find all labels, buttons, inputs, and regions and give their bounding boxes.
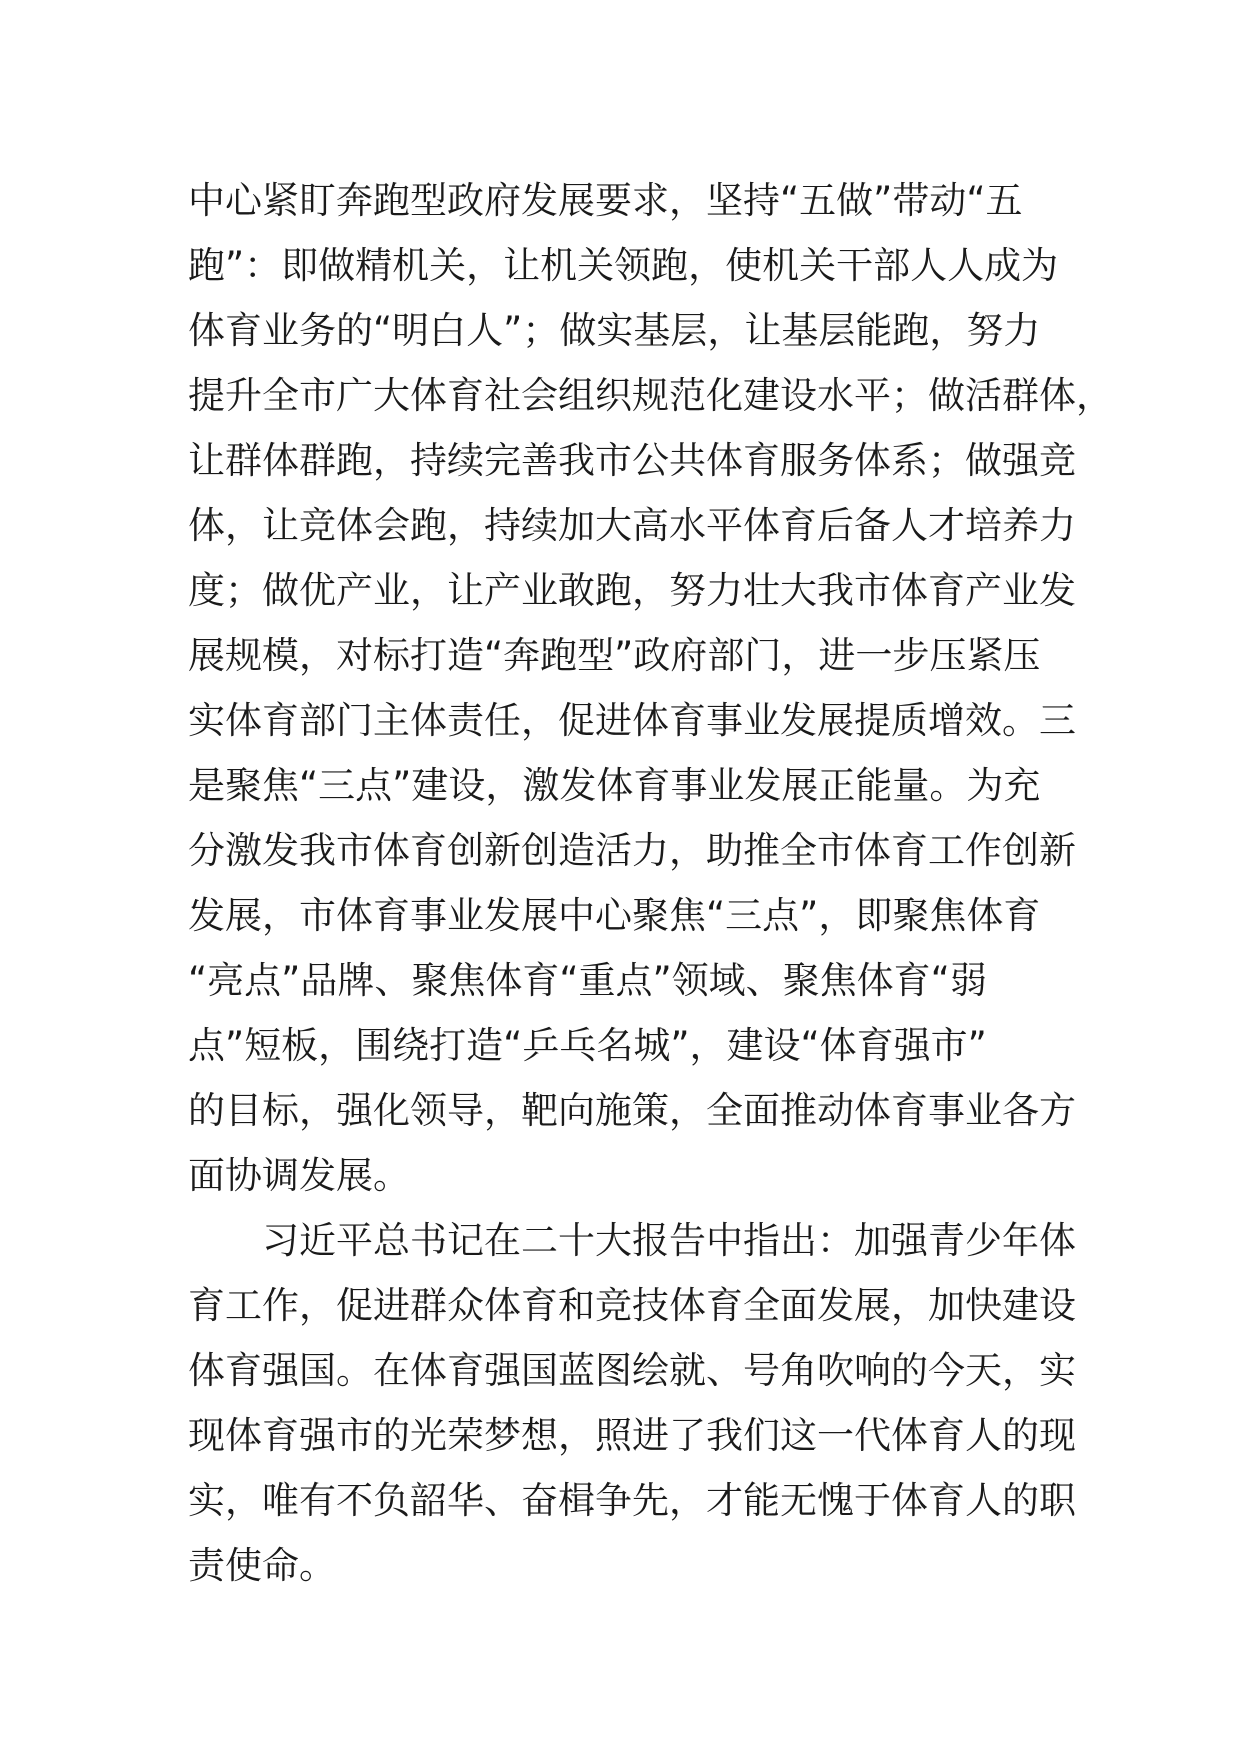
body-text	[188, 168, 1113, 1598]
text-line: 发展，市体育事业发展中心聚焦“三点”，即聚焦体育	[188, 894, 1041, 937]
text-line: 现体育强市的光荣梦想，照进了我们这一代体育人的现	[188, 1414, 1076, 1457]
text-line: 的目标，强化领导，靶向施策，全面推动体育事业各方	[188, 1089, 1076, 1132]
text-line: 点”短板，围绕打造“乒乓名城”，建设“体育强市”	[188, 1024, 987, 1067]
text-line: 面协调发展。	[188, 1154, 410, 1197]
text-line: 体，让竞体会跑，持续加大高水平体育后备人才培养力	[188, 504, 1076, 547]
text-line: 责使命。	[188, 1544, 336, 1587]
text-line: 体育强国。在体育强国蓝图绘就、号角吹响的今天，实	[188, 1349, 1076, 1392]
text-line: 育工作，促进群众体育和竞技体育全面发展，加快建设	[188, 1284, 1076, 1327]
paragraph	[188, 168, 1113, 1208]
text-line: 分激发我市体育创新创造活力，助推全市体育工作创新	[188, 829, 1076, 872]
text-line: 度；做优产业，让产业敢跑，努力壮大我市体育产业发	[188, 569, 1076, 612]
text-line: 习近平总书记在二十大报告中指出：加强青少年体	[262, 1219, 1076, 1262]
text-line: 展规模，对标打造“奔跑型”政府部门，进一步压紧压	[188, 634, 1041, 677]
text-line: 提升全市广大体育社会组织规范化建设水平；做活群体，	[188, 374, 1113, 417]
paragraph	[188, 1208, 1088, 1598]
text-line: 中心紧盯奔跑型政府发展要求，坚持“五做”带动“五	[188, 179, 1023, 222]
text-line: 是聚焦“三点”建设，激发体育事业发展正能量。为充	[188, 764, 1041, 807]
text-line: 实，唯有不负韶华、奋楫争先，才能无愧于体育人的职	[188, 1479, 1076, 1522]
text-line: “亮点”品牌、聚焦体育“重点”领域、聚焦体育“弱	[188, 959, 987, 1002]
text-line: 让群体群跑，持续完善我市公共体育服务体系；做强竞	[188, 439, 1076, 482]
text-line: 跑”：即做精机关，让机关领跑，使机关干部人人成为	[188, 244, 1059, 287]
text-line: 实体育部门主体责任，促进体育事业发展提质增效。三	[188, 699, 1076, 742]
text-line: 体育业务的“明白人”；做实基层，让基层能跑，努力	[188, 309, 1041, 352]
